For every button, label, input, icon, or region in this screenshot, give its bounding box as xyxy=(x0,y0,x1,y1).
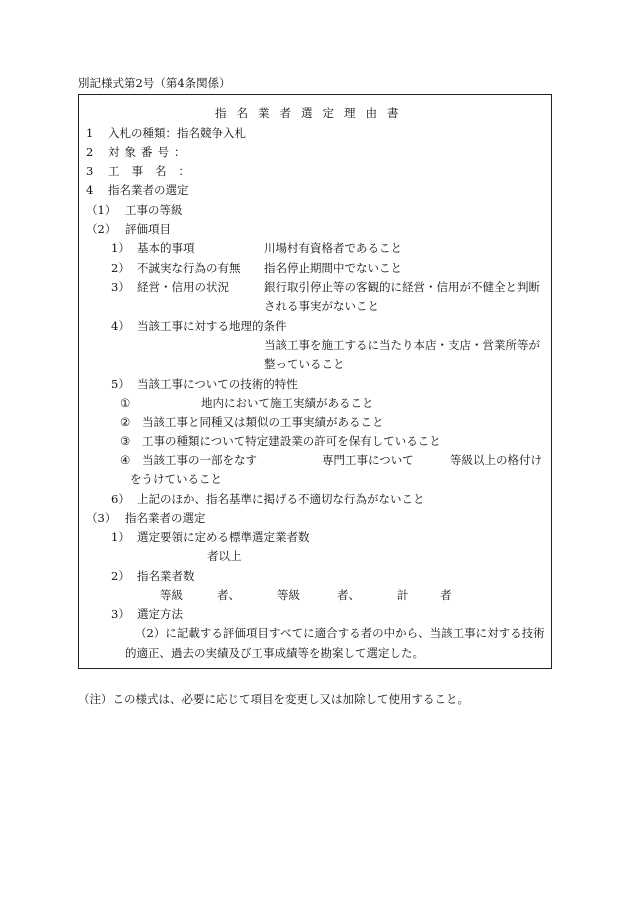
tech-item-1-mark: ① xyxy=(120,396,131,410)
eval-1-number: 1） xyxy=(111,241,130,255)
form-label: 別記様式第2号（第4条関係） xyxy=(78,76,231,90)
item-2-label: 対象番号： xyxy=(108,145,191,159)
section-1-number: （1） xyxy=(86,203,117,217)
eval-4-value-line-1: 当該工事を施工するに当たり本店・支店・営業所等が xyxy=(264,338,540,352)
eval-4-number: 4） xyxy=(111,319,130,333)
eval-4-value-line-2: 整っていること xyxy=(264,357,345,371)
eval-4-label: 当該工事に対する地理的条件 xyxy=(137,319,287,333)
designated-count-sha-1: 者、 xyxy=(217,588,240,602)
designated-count-total: 計 xyxy=(397,588,409,602)
eval-1-label: 基本的事項 xyxy=(137,241,195,255)
section-3-number: （3） xyxy=(86,511,117,525)
selection-1-label: 選定要領に定める標準選定業者数 xyxy=(137,530,310,544)
eval-2-label: 不誠実な行為の有無 xyxy=(137,261,241,275)
section-3-label: 指名業者の選定 xyxy=(125,511,206,525)
eval-2-value: 指名停止期間中でないこと xyxy=(264,261,402,275)
selection-method-line-1: （2）に記載する評価項目すべてに適合する者の中から、当該工事に対する技術 xyxy=(135,626,545,640)
selection-3-number: 3） xyxy=(111,607,130,621)
item-4-number: 4 xyxy=(86,183,94,197)
item-1-number: 1 xyxy=(86,126,94,140)
eval-1-value: 川場村有資格者であること xyxy=(264,241,402,255)
eval-3-value-line-1: 銀行取引停止等の客観的に経営・信用が不健全と判断 xyxy=(264,280,540,294)
eval-6-label: 上記のほか、指名基準に掲げる不適切な行為がないこと xyxy=(137,492,425,506)
tech-item-4-text-c: 等級以上の格付け xyxy=(450,453,542,467)
selection-1-number: 1） xyxy=(111,530,130,544)
section-2-number: （2） xyxy=(86,222,117,236)
eval-5-number: 5） xyxy=(111,377,130,391)
footer-note: （注）この様式は、必要に応じて項目を変更し又は加除して使用すること。 xyxy=(78,692,469,706)
selection-2-label: 指名業者数 xyxy=(137,569,195,583)
item-3-number: 3 xyxy=(86,164,94,178)
selection-1-value: 者以上 xyxy=(207,549,242,563)
tech-item-1-text: 地内において施工実績があること xyxy=(201,396,374,410)
eval-3-value-line-2: される事実がないこと xyxy=(264,299,379,313)
tech-item-3-text: 工事の種類について特定建設業の許可を保有していること xyxy=(142,434,441,448)
designated-count-sha-3: 者 xyxy=(440,588,452,602)
eval-2-number: 2） xyxy=(111,261,130,275)
selection-method-line-2: 的適正、過去の実績及び工事成績等を勘案して選定した。 xyxy=(125,646,424,660)
document-title: 指名業者選定理由書 xyxy=(215,106,409,120)
tech-item-4-text-line-2: をうけていること xyxy=(130,472,222,486)
tech-item-4-mark: ④ xyxy=(120,453,131,467)
item-1-label: 入札の種類：指名競争入札 xyxy=(108,126,246,140)
eval-3-label: 経営・信用の状況 xyxy=(137,280,229,294)
eval-3-number: 3） xyxy=(111,280,130,294)
designated-count-sha-2: 者、 xyxy=(337,588,360,602)
item-2-number: 2 xyxy=(86,145,94,159)
tech-item-2-mark: ② xyxy=(120,415,131,429)
designated-count-grade-1: 等級 xyxy=(160,588,183,602)
section-2-label: 評価項目 xyxy=(125,222,171,236)
eval-6-number: 6） xyxy=(111,492,130,506)
item-3-label: 工事名： xyxy=(108,164,202,178)
section-1-label: 工事の等級 xyxy=(125,203,183,217)
eval-5-label: 当該工事についての技術的特性 xyxy=(137,377,298,391)
tech-item-4-text-a: 当該工事の一部をなす xyxy=(142,453,257,467)
selection-3-label: 選定方法 xyxy=(137,607,183,621)
selection-2-number: 2） xyxy=(111,569,130,583)
designated-count-grade-2: 等級 xyxy=(277,588,300,602)
tech-item-3-mark: ③ xyxy=(120,434,131,448)
item-4-label: 指名業者の選定 xyxy=(108,183,189,197)
tech-item-4-text-b: 専門工事について xyxy=(322,453,414,467)
tech-item-2-text: 当該工事と同種又は類似の工事実績があること xyxy=(142,415,384,429)
